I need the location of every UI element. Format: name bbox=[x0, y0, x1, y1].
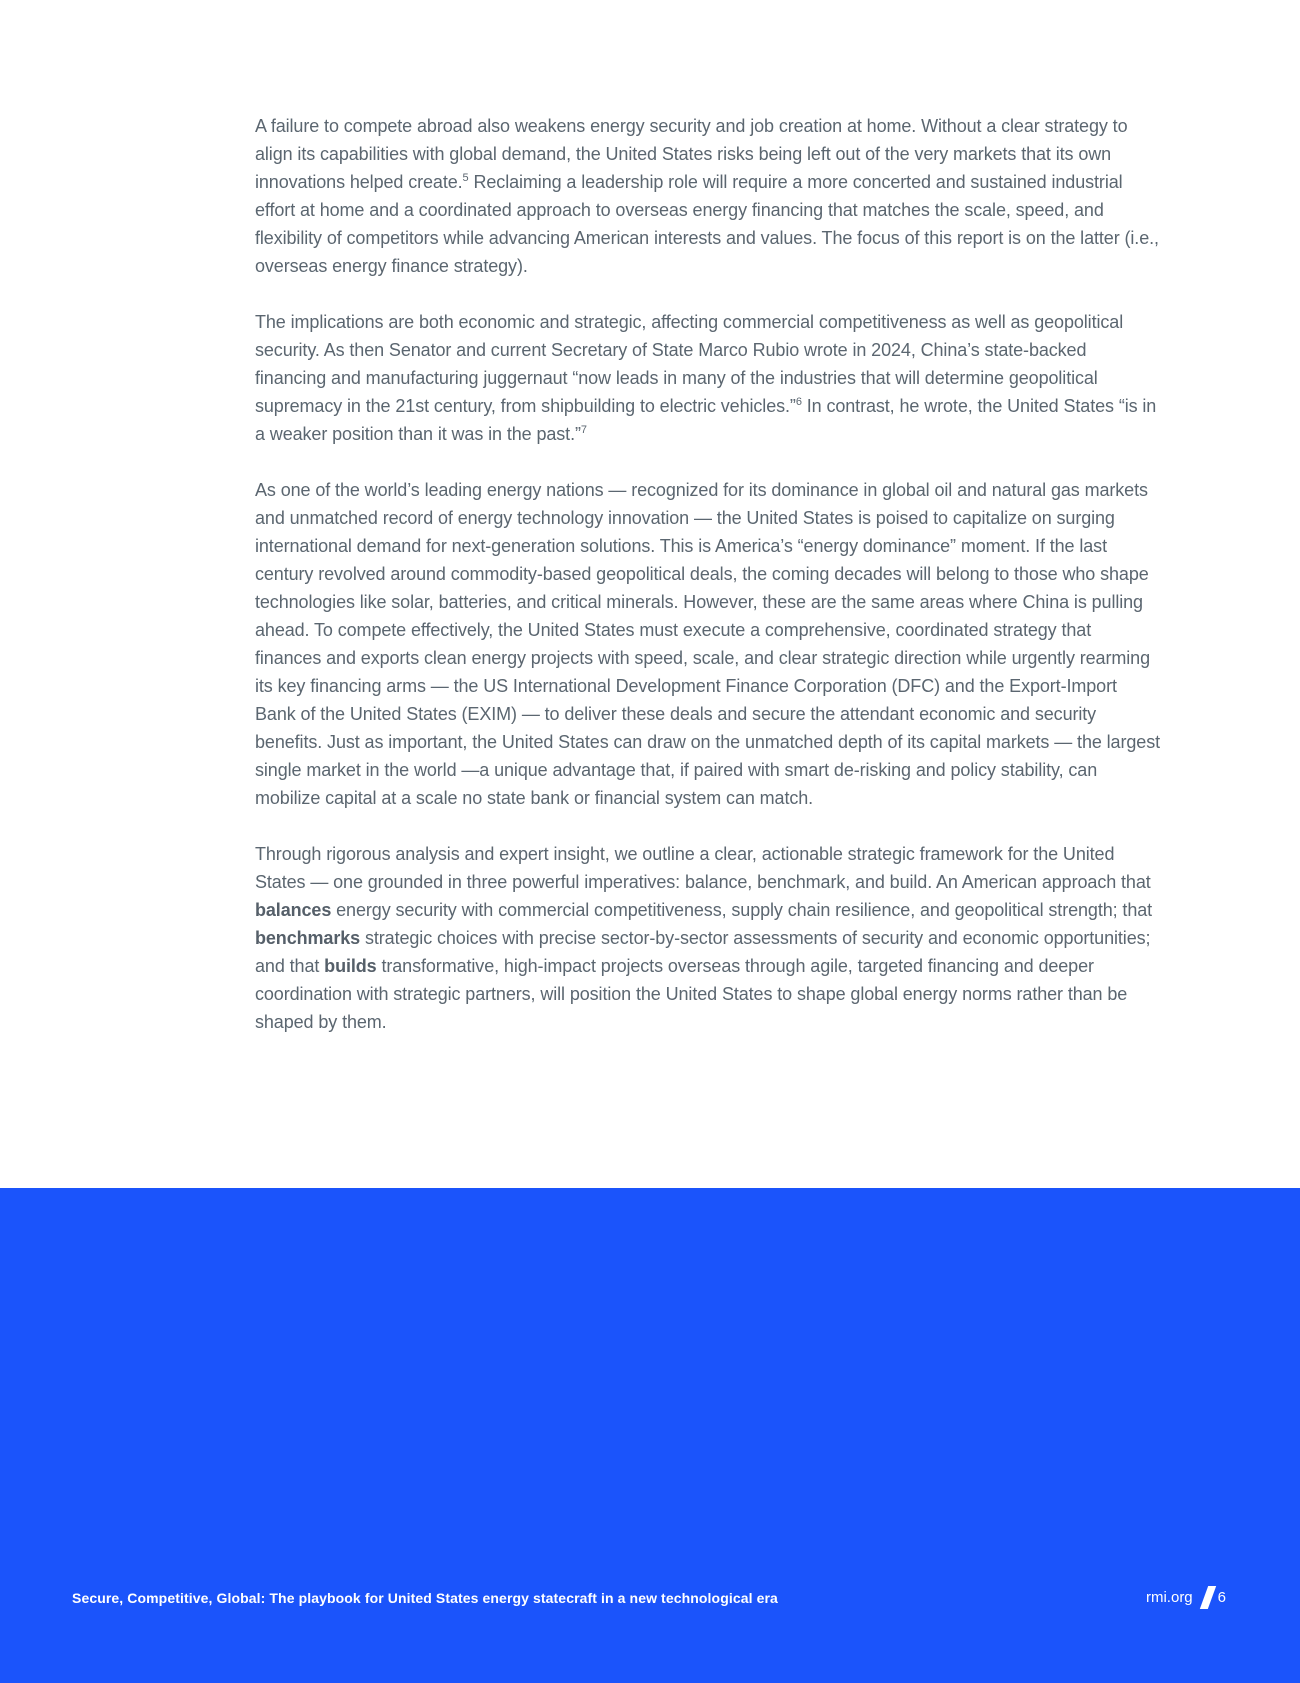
text-run: energy security with commercial competitiveness, supply chain resilience, and geopolitical strength; that bbox=[331, 900, 1153, 920]
text-run: The implications are both economic and strategic, affecting commercial competitiveness as well as geopolitical security. As then Senator and current Secretary of State Marco Rubio wrote in 2024, China’s state-backed financing and manufacturing juggernaut “now leads in many of the industries that will determine geopolitical supremacy in the 21st century, from shipbuilding to electric vehicles.” bbox=[255, 312, 1124, 416]
paragraph-1 bbox=[255, 112, 1160, 280]
footer-blue-block bbox=[0, 1188, 1300, 1683]
text-run: In contrast, he wrote, the United States “is in a weaker position than it was in the past.” bbox=[255, 396, 1157, 444]
slash-icon bbox=[1199, 1586, 1215, 1609]
text-run: Reclaiming a leadership role will require a more concerted and sustained industrial effort at home and a coordinated approach to overseas energy financing that matches the scale, speed, and flexibility of competitors while advancing American interests and values. The focus of this report is on the latter (i.e., overseas energy finance strategy). bbox=[255, 172, 1159, 276]
bold-keyword: builds bbox=[324, 956, 377, 976]
text-run: transformative, high-impact projects overseas through agile, targeted financing and deeper coordination with strategic partners, will position the United States to shape global energy norms rather than be shaped by them. bbox=[255, 956, 1128, 1032]
text-run: strategic choices with precise sector-by-sector assessments of security and economic opportunities; and that bbox=[255, 928, 1151, 976]
footer-right-group bbox=[1146, 1586, 1226, 1609]
paragraph-3 bbox=[255, 476, 1160, 812]
bold-keyword: benchmarks bbox=[255, 928, 361, 948]
paragraph-2 bbox=[255, 308, 1160, 448]
text-run: A failure to compete abroad also weakens energy security and job creation at home. Without a clear strategy to align its capabilities with global demand, the United States risks being left out of the very markets that its own innovations helped create. bbox=[255, 116, 1128, 192]
footer-report-title: Secure, Competitive, Global: The playbook for United States energy statecraft in a new technological era bbox=[72, 1589, 778, 1606]
footnote-ref-5: 5 bbox=[462, 172, 469, 184]
text-run: As one of the world’s leading energy nations — recognized for its dominance in global oil and natural gas markets and unmatched record of energy technology innovation — the United States is poised to capitalize on surging international demand for next-generation solutions. This is America’s “energy dominance” moment. If the last century revolved around commodity-based geopolitical deals, the coming decades will belong to those who shape technologies like solar, batteries, and critical minerals. However, these are the same areas where China is pulling ahead. To compete effectively, the United States must execute a comprehensive, coordinated strategy that finances and exports clean energy projects with speed, scale, and clear strategic direction while urgently rearming its key financing arms — the US International Development Finance Corporation (DFC) and the Export-Import Bank of the United States (EXIM) — to deliver these deals and secure the attendant economic and security benefits. Just as important, the United States can draw on the unmatched depth of its capital markets — the largest single market in the world —a unique advantage that, if paired with smart de-risking and policy stability, can mobilize capital at a scale no state bank or financial system can match. bbox=[255, 480, 1160, 808]
bold-keyword: balances bbox=[255, 900, 332, 920]
footnote-ref-6: 6 bbox=[795, 396, 802, 408]
footer-page-number: 6 bbox=[1217, 1589, 1226, 1606]
footer-bar bbox=[72, 1586, 1226, 1609]
body-text bbox=[255, 112, 1160, 1064]
text-run: Through rigorous analysis and expert insight, we outline a clear, actionable strategic framework for the United States — one grounded in three powerful imperatives: balance, benchmark, and build. An American approach that bbox=[255, 844, 1151, 892]
footer-site-url: rmi.org bbox=[1145, 1589, 1193, 1606]
paragraph-4 bbox=[255, 840, 1160, 1036]
footnote-ref-7: 7 bbox=[580, 424, 587, 436]
